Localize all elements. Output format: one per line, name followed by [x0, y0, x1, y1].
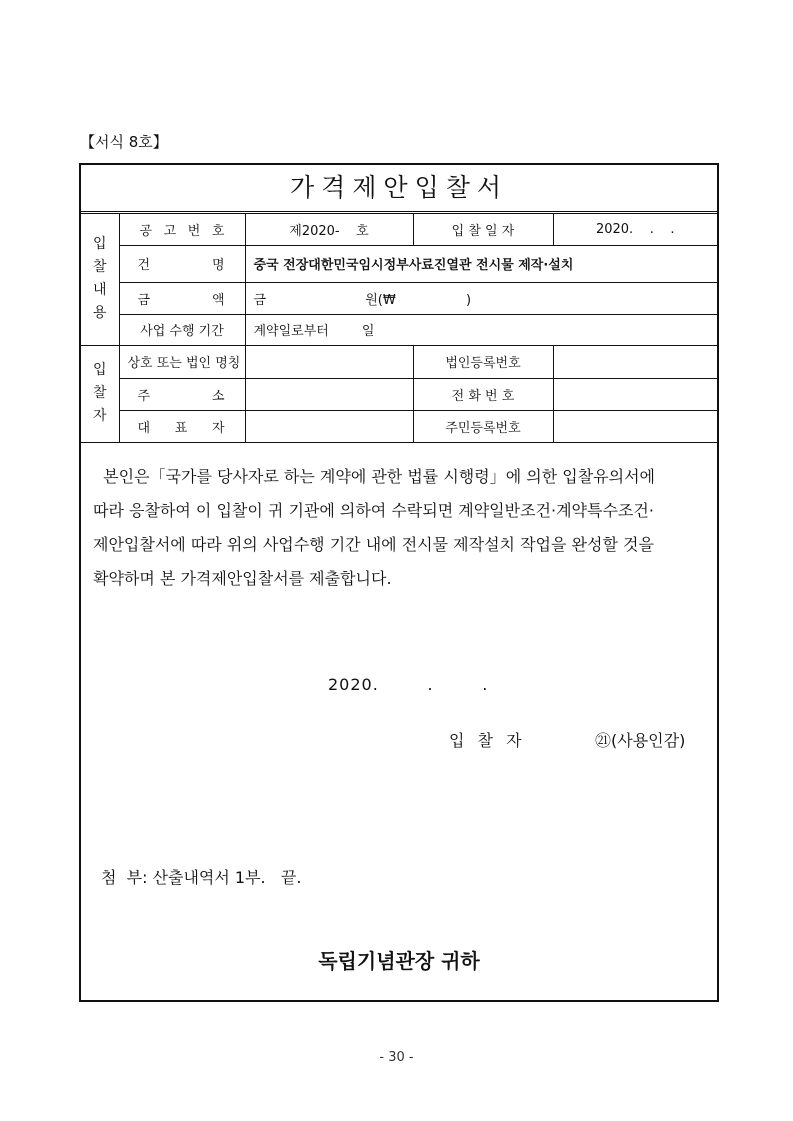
corp-registration-field[interactable]: [553, 345, 717, 378]
page-number: - 30 -: [379, 1050, 414, 1065]
representative-label: 대 표 자: [119, 410, 245, 442]
pledge-line: 확약하며 본 가격제안입찰서를 제출합니다.: [93, 569, 392, 588]
amount-field[interactable]: 금 원(₩ ): [245, 282, 717, 314]
bidder-signature-label: 입 찰 자: [449, 731, 526, 750]
pledge-text: [93, 460, 703, 596]
resident-registration-field[interactable]: [553, 410, 717, 442]
pledge-line: 본인은「국가를 당사자로 하는 계약에 관한 법률 시행령」에 의한 입찰유의서에: [93, 467, 655, 486]
bid-date-label: 입 찰 일 자: [413, 214, 553, 245]
company-name-field[interactable]: [245, 345, 413, 378]
project-period-field[interactable]: 계약일로부터 일: [245, 314, 717, 345]
bid-section-label: 입 찰 내 용: [81, 214, 119, 345]
address-field[interactable]: [245, 378, 413, 410]
bid-date-field[interactable]: 2020. . .: [553, 214, 717, 245]
item-name-value: 중국 전장대한민국임시정부사료진열관 전시물 제작·설치: [245, 245, 717, 282]
form-title: 가격제안입찰서: [81, 165, 717, 214]
pledge-line: 제안입찰서에 따라 위의 사업수행 기간 내에 전시물 제작설치 작업을 완성할 것을: [93, 535, 654, 554]
notice-number-field[interactable]: 제2020- 호: [245, 214, 413, 245]
item-name-label: 건 명: [119, 245, 245, 282]
bid-info-table: [81, 214, 717, 443]
company-name-label: 상호 또는 법인 명칭: [119, 345, 245, 378]
amount-label: 금 액: [119, 282, 245, 314]
representative-field[interactable]: [245, 410, 413, 442]
bidder-section-label: 입 찰 자: [81, 345, 119, 442]
pledge-line: 따라 응찰하여 이 입찰이 귀 기관에 의하여 수락되면 계약일반조건·계약특수조건·: [93, 501, 654, 520]
address-label: 주 소: [119, 378, 245, 410]
phone-number-field[interactable]: [553, 378, 717, 410]
seal-mark: ㉑(사용인감): [595, 731, 686, 750]
resident-registration-label: 주민등록번호: [413, 410, 553, 442]
form-number-label: 【서식 8호】: [80, 133, 168, 151]
notice-number-label: 공 고 번 호: [119, 214, 245, 245]
corp-registration-label: 법인등록번호: [413, 345, 553, 378]
project-period-label: 사업 수행 기간: [119, 314, 245, 345]
addressee: 독립기념관장 귀하: [318, 949, 480, 973]
attachment-note: 첨 부: 산출내역서 1부. 끝.: [101, 868, 302, 887]
submission-date[interactable]: 2020. . .: [328, 675, 489, 694]
phone-number-label: 전 화 번 호: [413, 378, 553, 410]
bid-form-frame: [79, 163, 719, 1002]
